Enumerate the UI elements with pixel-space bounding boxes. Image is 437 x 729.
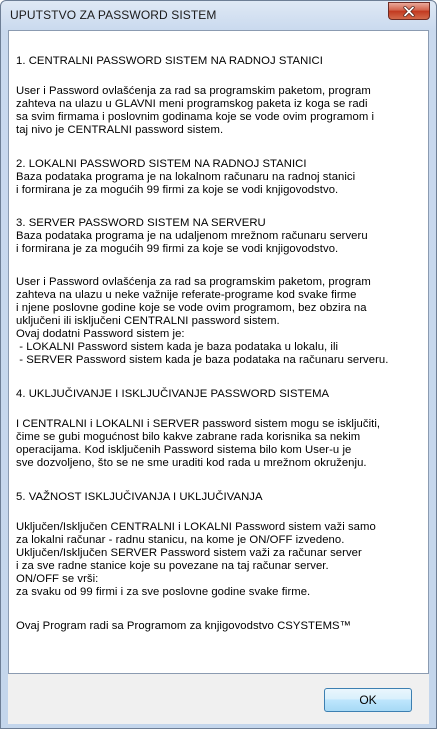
text-line: čime se gubi mogućnost bilo kakve zabrane rada korisnika sa nekim	[16, 431, 361, 443]
text-line: 5. VAŽNOST ISKLJUČIVANJA I UKLJUČIVANJA	[16, 491, 263, 503]
text-line: i za sve radne stanice koje su povezane na taj računar server.	[16, 560, 329, 572]
text-line: za svaku od 99 firmi i za sve poslovne godine svake firme.	[16, 586, 311, 598]
text-line: 4. UKLJUČIVANJE I ISKLJUČIVANJE PASSWORD SISTEMA	[16, 388, 330, 400]
text-line: za lokalni računar - radnu stanicu, na kome je ON/OFF izvedeno.	[16, 534, 345, 546]
text-line: I CENTRALNI i LOKALNI i SERVER password sistem mogu se isključiti,	[16, 418, 381, 430]
title-bar[interactable]	[1, 1, 436, 29]
text-line: Baza podataka programa je na udaljenom mrežnom računaru serveru	[16, 230, 368, 242]
text-line: 3. SERVER PASSWORD SISTEM NA SERVERU	[16, 217, 266, 229]
text-line: uključeni ili isključeni CENTRALNI password sistem.	[16, 315, 280, 327]
text-line: Baza podataka programa je na lokalnom računaru na radnoj stanici	[16, 171, 356, 183]
text-line: 2. LOKALNI PASSWORD SISTEM NA RADNOJ STANICI	[16, 158, 307, 170]
text-line: i formirana je za mogućih 99 firmi za koje se vodi knjigovodstvo.	[16, 184, 339, 196]
text-line: operacijama. Kod isključenih Password sistema bilo kom User-u je	[16, 444, 352, 456]
text-line: i formirana je za mogućih 99 firmi za koje se vodi knjigovodstvo.	[16, 243, 339, 255]
text-line: ON/OFF se vrši:	[16, 573, 99, 585]
text-line: Uključen/Isključen CENTRALNI i LOKALNI Password sistem važi samo	[16, 521, 376, 533]
text-line: sve dozvoljeno, što se ne sme uraditi kod rada u mrežnom okruženju.	[16, 457, 367, 469]
text-line: User i Password ovlašćenja za rad sa programskim paketom, program	[16, 85, 371, 97]
window-title: UPUTSTVO ZA PASSWORD SISTEM	[10, 8, 217, 22]
text-line: sa svim firmama i poslovnim godinama koje se vode ovim programom i	[16, 111, 375, 123]
text-line: taj nivo je CENTRALNI password sistem.	[16, 124, 224, 136]
text-line: Uključen/Isključen SERVER Password sistem važi za računar server	[16, 547, 362, 559]
text-line: Ovaj dodatni Password sistem je:	[16, 328, 185, 340]
text-line: - SERVER Password sistem kada je baza podataka na računaru serveru.	[16, 354, 389, 366]
text-line: User i Password ovlašćenja za rad sa programskim paketom, program	[16, 276, 371, 288]
close-icon	[403, 6, 415, 17]
text-line: i njene poslovne godine koje se vode ovim programom, bez obzira na	[16, 302, 367, 314]
text-line: zahteva na ulazu u GLAVNI meni programskog paketa iz koga se radi	[16, 98, 368, 110]
text-line: - LOKALNI Password sistem kada je baza podataka u lokalu, ili	[16, 341, 339, 353]
ok-button[interactable]: OK	[324, 688, 412, 712]
text-line: 1. CENTRALNI PASSWORD SISTEM NA RADNOJ STANICI	[16, 55, 323, 67]
text-line: zahteva na ulazu u neke važnije referate-programe kod svake firme	[16, 289, 357, 301]
instructions-text-area	[8, 30, 429, 674]
text-line: Ovaj Program radi sa Programom za knjigovodstvo CSYSTEMS™	[16, 620, 351, 632]
close-button[interactable]	[388, 2, 430, 20]
